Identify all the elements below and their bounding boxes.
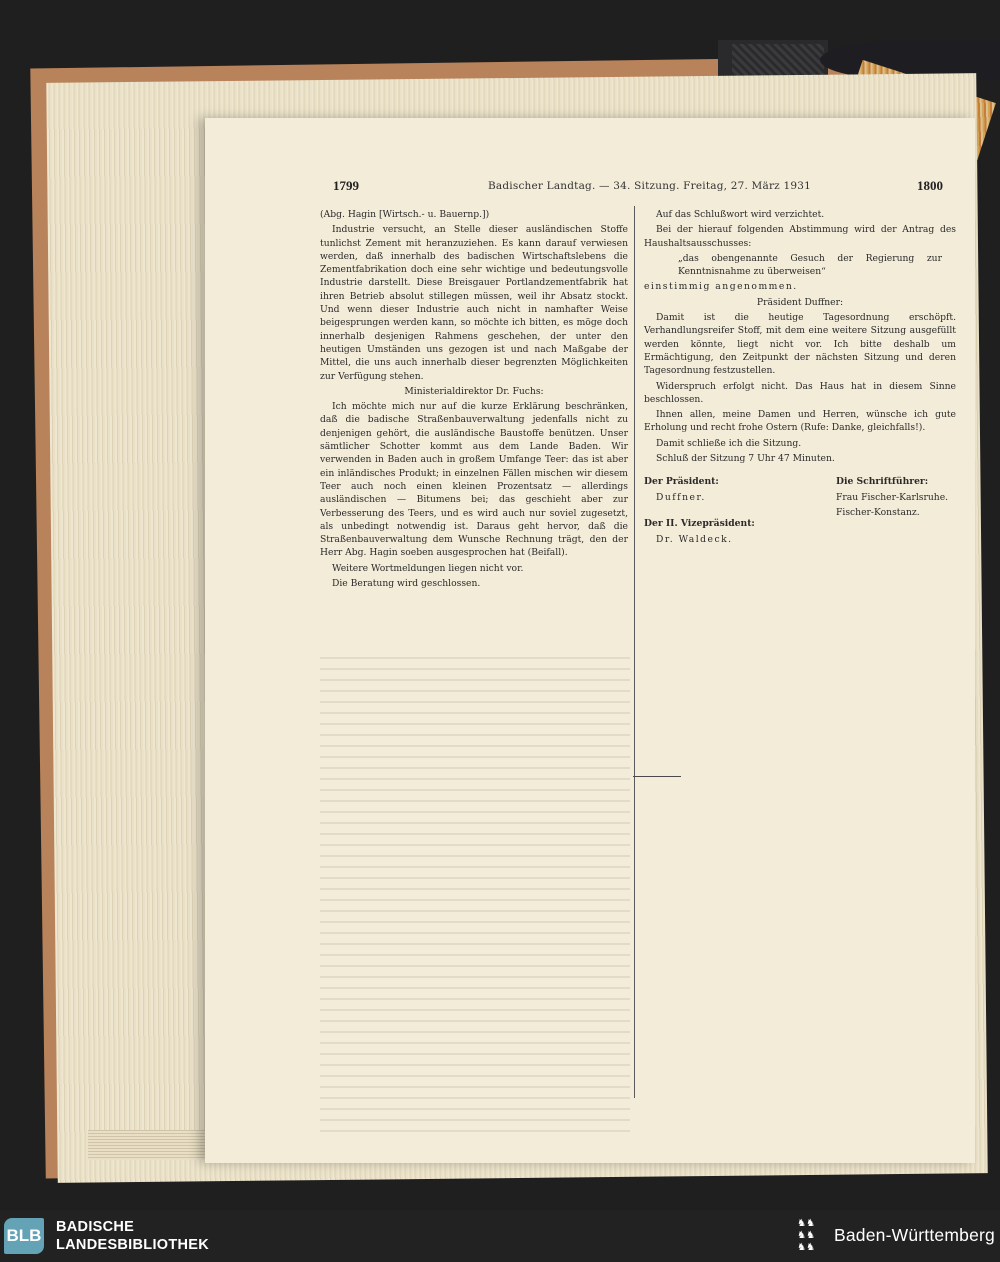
state-name[interactable]: Baden-Württemberg	[834, 1225, 995, 1245]
quoted-motion: „das obengenannte Gesuch der Regierung zur Kenntnisnahme zu überweisen“	[678, 252, 942, 278]
speaker-heading: Ministerialdirektor Dr. Fuchs:	[404, 385, 544, 397]
bleed-through-text	[320, 648, 630, 1148]
signature-name: Dr. Waldeck.	[656, 533, 733, 545]
library-name-line2: LANDESBIBLIOTHEK	[56, 1237, 210, 1253]
paragraph: Ihnen allen, meine Damen und Herren, wünsche ich gute Erholung und recht frohe Ostern (Rufe: Danke, gleichfalls!).	[644, 409, 956, 434]
secretaries-signature	[836, 475, 956, 521]
signature-name: Duffner.	[656, 491, 706, 503]
speaker-note: (Abg. Hagin [Wirtsch.- u. Bauernp.])	[320, 209, 490, 220]
paragraph: Damit ist die heutige Tagesordnung erschöpft. Verhandlungsreifer Stoff, mit dem eine weitere Sitzung ausgefüllt werden könnte, liegt nicht vor. Ich bitte deshalb um Ermächtigung, den Zeitpunkt der nächsten Sitzung und deren Tagesordnung festzustellen.	[644, 312, 956, 377]
column-divider	[634, 206, 635, 1098]
running-header	[333, 178, 943, 198]
lion-crest-icon[interactable]: ♞♞ ♞♞ ♞♞	[797, 1218, 815, 1253]
paragraph: Auf das Schlußwort wird verzichtet.	[656, 209, 825, 220]
paragraph: Bei der hierauf folgenden Abstimmung wird der Antrag des Haushaltsausschusses:	[644, 224, 956, 249]
open-page	[205, 118, 975, 1163]
paragraph: Schluß der Sitzung 7 Uhr 47 Minuten.	[656, 453, 835, 465]
signature-label: Die Schriftführer:	[836, 476, 929, 488]
left-column	[320, 208, 628, 592]
paragraph: Die Beratung wird geschlossen.	[332, 578, 481, 590]
page-number-left: 1799	[333, 178, 359, 193]
signature-label: Der Präsident:	[644, 476, 719, 488]
signature-label: Der II. Vizepräsident:	[644, 518, 755, 530]
paragraph: Weitere Wortmeldungen liegen nicht vor.	[332, 562, 524, 574]
paragraph: Ich möchte mich nur auf die kurze Erklärung beschränken, daß die badische Straßenbauverwaltung jedenfalls nicht zu denjenigen gehört, die ausländische Baustoffe benützen. Unser sämtlicher Schotter kommt aus dem Lande Baden. Wir verwenden in Baden auch in großem Umfange Teer: das ist aber ein inländisches Produkt; in einzelnen Fällen mischen wir diesem Teer auch noch einen kleinen Prozentsatz — allerdings ausländischen — Bitumens bei; das geschieht aber zur Verbesserung des Teers, und es wird auch nur soviel zugesetzt, als unbedingt notwendig ist. Daraus geht hervor, daß die Straßenbauverwaltung dem Wunsche Rechnung trägt, den der Herr Abg. Hagin soeben ausgesprochen hat (Beifall).	[320, 401, 628, 559]
library-name-line1: BADISCHE	[56, 1219, 135, 1235]
library-name[interactable]	[56, 1218, 209, 1254]
paragraph: Industrie versucht, an Stelle dieser ausländischen Stoffe tunlichst Zement mit heranzuziehen. Es kann darauf verwiesen werden, daß innerhalb des badischen Wirtschaftslebens die Zementfabrikation doch eine sehr wichtige und bedeutungsvolle Industrie darstellt. Diese Breisgauer Portlandzementfabrik hat ihren Betrieb absolut stillegen müssen, weil ihr Absatz stockt. Und wenn dieser Industrie auch nicht in namhafter Weise beigesprungen werden kann, so möchte ich bitten, es möge doch innerhalb desjenigen Rahmens geschehen, der unter den heutigen Umständen uns gezogen ist und nach Maßgabe der Mittel, die uns auch innerhalb dieser begrenzten Möglichkeiten zur Verfügung stehen.	[320, 224, 628, 382]
blb-logo-icon[interactable]: BLB	[4, 1218, 44, 1254]
president-signature	[644, 475, 794, 521]
footer-bar	[0, 1210, 1000, 1262]
right-column	[644, 208, 956, 548]
end-rule	[633, 776, 681, 777]
running-title: Badischer Landtag. — 34. Sitzung. Freitag, 27. März 1931	[488, 180, 811, 192]
paragraph: einstimmig angenommen.	[644, 281, 798, 293]
signature-block	[644, 475, 956, 521]
paragraph: Damit schließe ich die Sitzung.	[656, 437, 802, 449]
paragraph: Widerspruch erfolgt nicht. Das Haus hat in diesem Sinne beschlossen.	[644, 380, 956, 405]
page-number-right: 1800	[917, 178, 943, 193]
signature-name: Frau Fischer-Karlsruhe.	[836, 491, 949, 503]
speaker-heading: Präsident Duffner:	[756, 296, 844, 308]
signature-name: Fischer-Konstanz.	[836, 506, 920, 518]
